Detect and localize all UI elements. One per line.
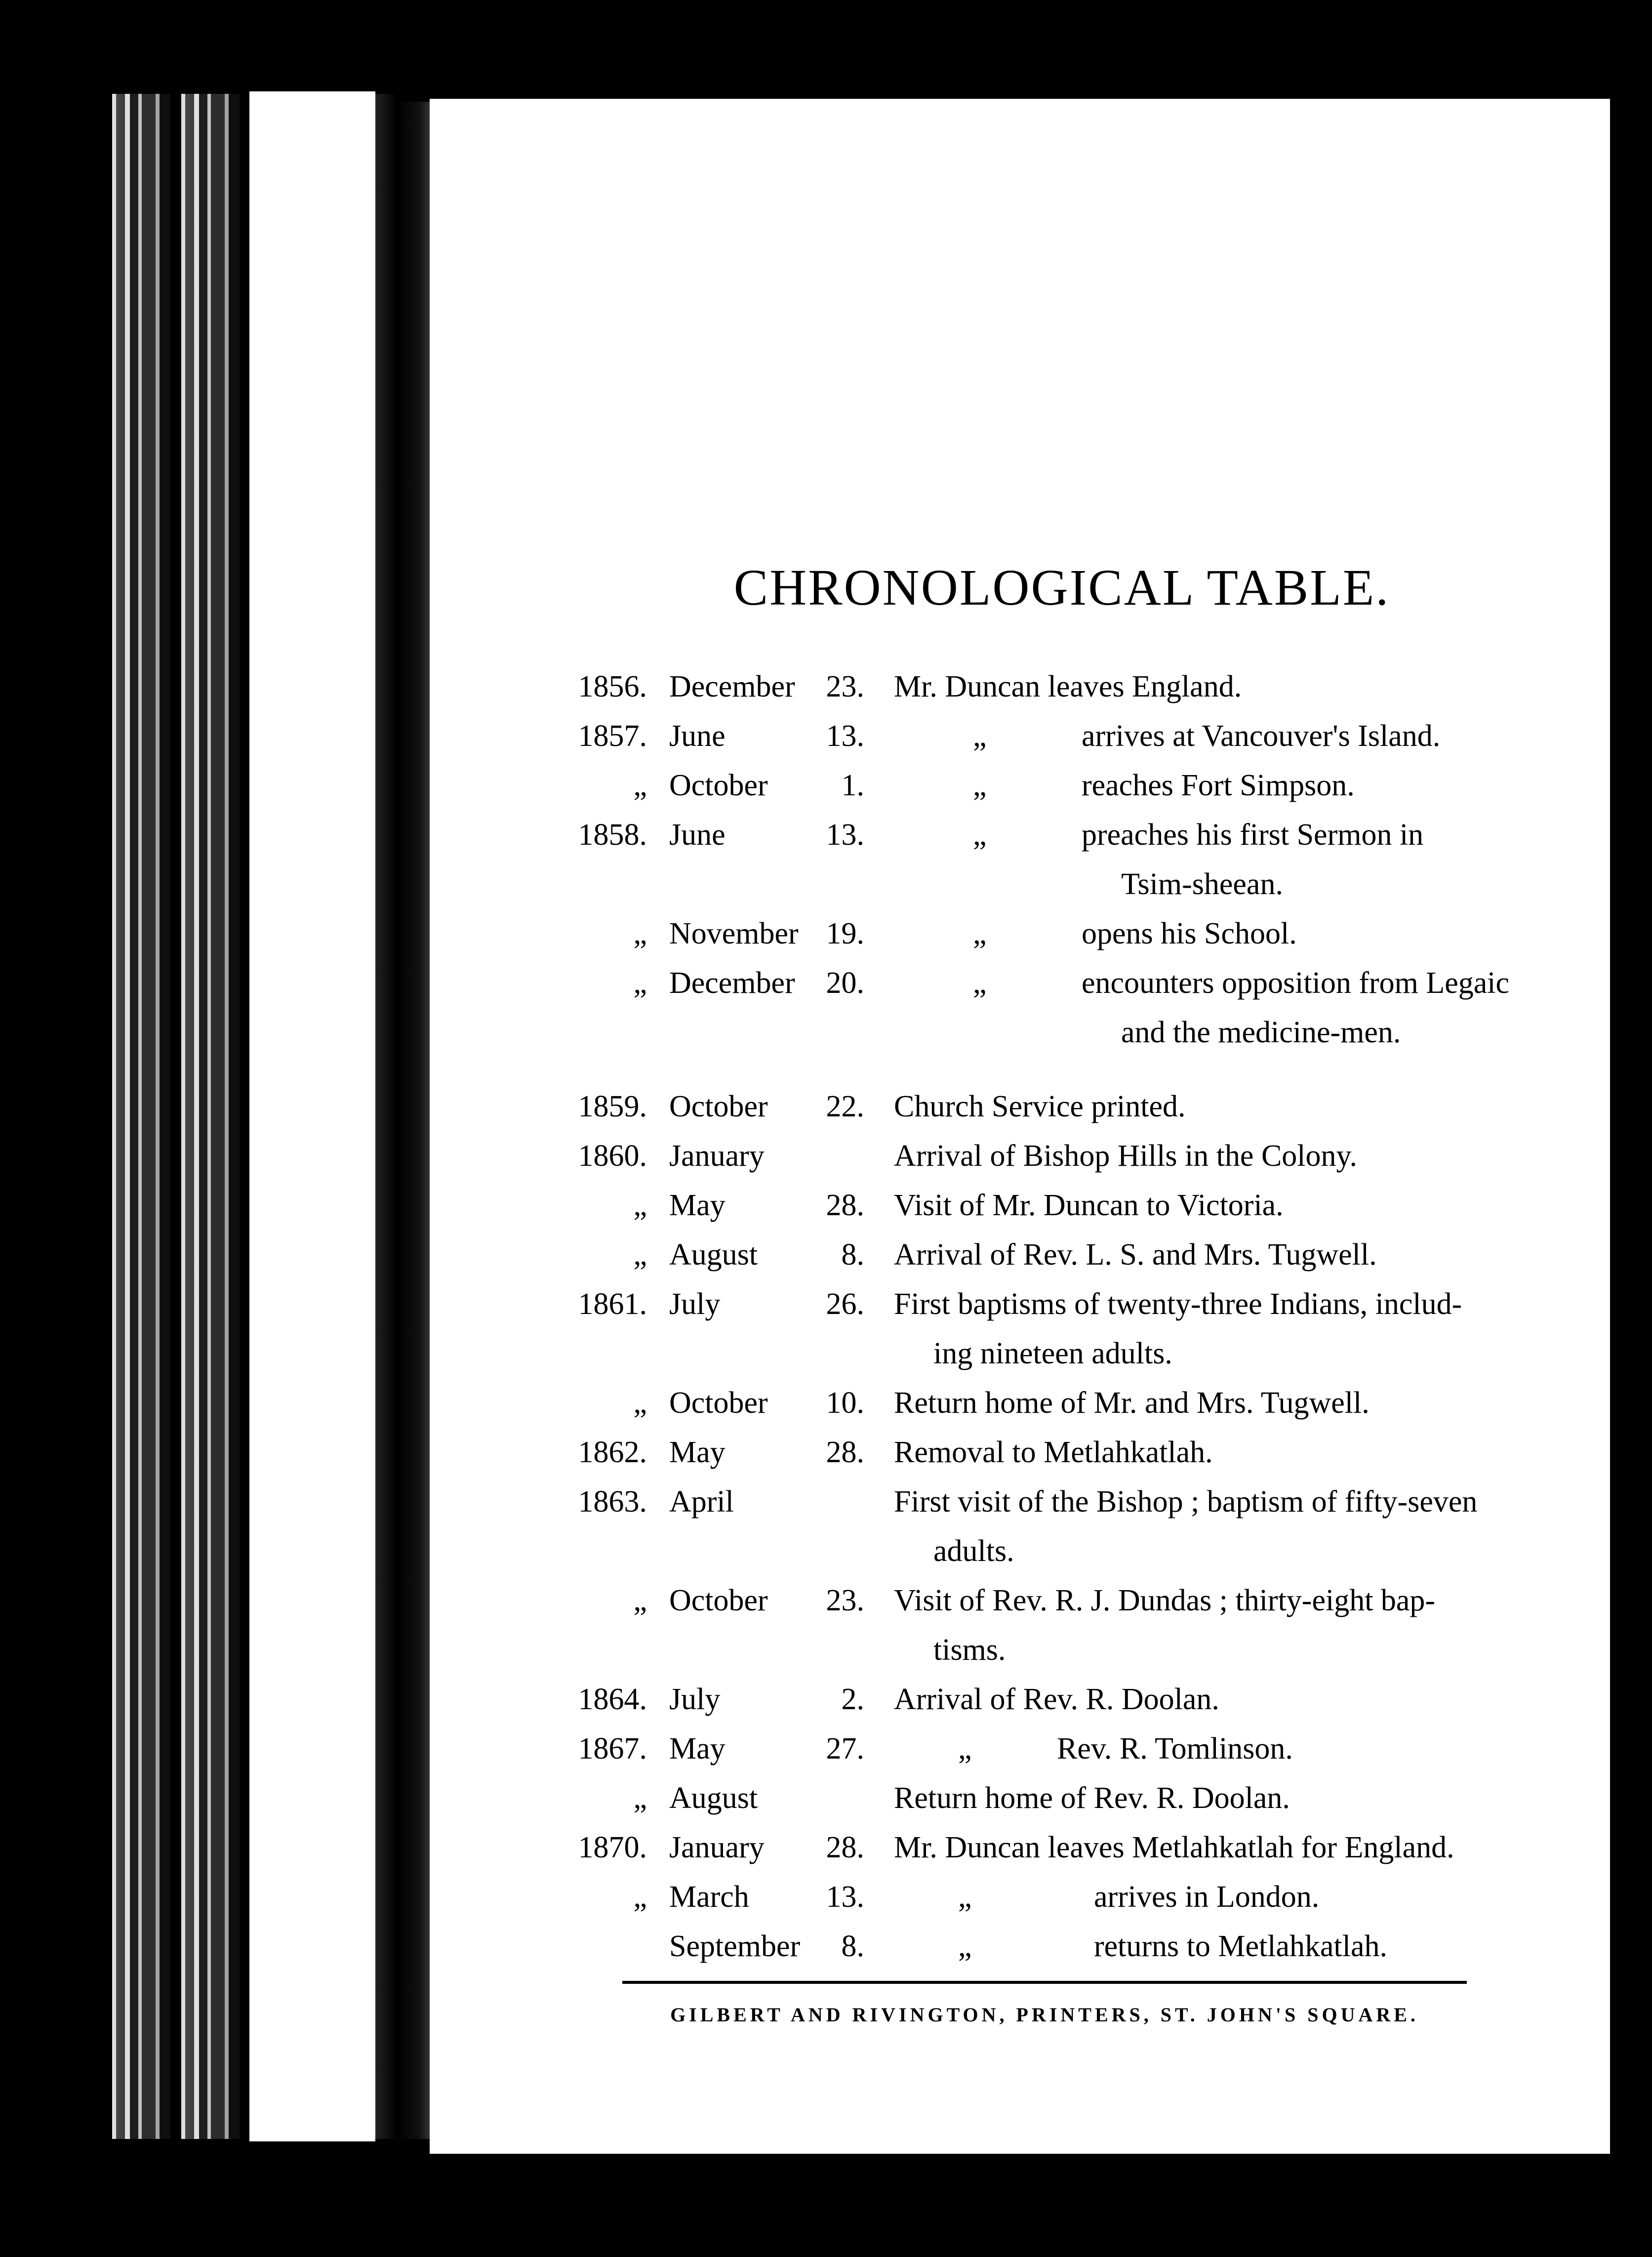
entry-month: May bbox=[669, 1189, 725, 1222]
entry-month: July bbox=[669, 1287, 721, 1321]
entry-month: August bbox=[669, 1238, 758, 1272]
entry-event-continued: Tsim-sheean. bbox=[1121, 867, 1283, 901]
entry-year: „ bbox=[633, 1584, 647, 1617]
entry-event: Arrival of Bishop Hills in the Colony. bbox=[894, 1139, 1357, 1173]
entry-day: 19. bbox=[826, 917, 864, 950]
entry-month: March bbox=[669, 1880, 749, 1914]
entry-event: arrives at Vancouver's Island. bbox=[1082, 719, 1441, 753]
ditto-mark: „ bbox=[958, 1880, 972, 1914]
entry-event: Visit of Mr. Duncan to Victoria. bbox=[894, 1189, 1284, 1222]
entry-year: 1870. bbox=[578, 1831, 647, 1864]
footer-rule bbox=[622, 1981, 1467, 1984]
ditto-mark: „ bbox=[958, 1929, 972, 1963]
entry-day: 13. bbox=[826, 1880, 864, 1914]
entry-month: June bbox=[669, 818, 725, 852]
entry-month: July bbox=[669, 1682, 721, 1716]
entry-event: Mr. Duncan leaves Metlahkatlah for England. bbox=[894, 1831, 1454, 1864]
entry-event: arrives in London. bbox=[1094, 1880, 1320, 1914]
entry-month: October bbox=[669, 1584, 768, 1617]
entry-event: encounters opposition from Legaic bbox=[1082, 966, 1510, 1000]
ditto-mark: „ bbox=[973, 966, 987, 1000]
entry-month: November bbox=[669, 917, 799, 950]
ditto-mark: „ bbox=[973, 719, 987, 753]
entry-year: „ bbox=[633, 1189, 647, 1222]
entry-year: 1862. bbox=[578, 1436, 647, 1469]
entry-month: October bbox=[669, 1090, 768, 1123]
entry-day: 8. bbox=[841, 1238, 864, 1272]
entry-month: August bbox=[669, 1781, 758, 1815]
entry-year: „ bbox=[633, 917, 647, 950]
entry-event-continued: and the medicine-men. bbox=[1121, 1016, 1401, 1049]
entry-month: December bbox=[669, 966, 795, 1000]
entry-day: 13. bbox=[826, 719, 864, 753]
entry-day: 23. bbox=[826, 1584, 864, 1617]
entry-month: January bbox=[669, 1139, 765, 1173]
entry-year: 1861. bbox=[578, 1287, 647, 1321]
entry-day: 23. bbox=[826, 670, 864, 703]
entry-day: 26. bbox=[826, 1287, 864, 1321]
entry-year: 1863. bbox=[578, 1485, 647, 1518]
entry-day: 10. bbox=[826, 1386, 864, 1420]
entry-event: Return home of Mr. and Mrs. Tugwell. bbox=[894, 1386, 1370, 1420]
entry-event: Visit of Rev. R. J. Dundas ; thirty-eight bap- bbox=[894, 1584, 1436, 1617]
entry-year: „ bbox=[633, 1781, 647, 1815]
entry-year: 1857. bbox=[578, 719, 647, 753]
entry-month: October bbox=[669, 1386, 768, 1420]
entry-month: April bbox=[669, 1485, 734, 1518]
entry-year: „ bbox=[633, 769, 647, 802]
entry-day: 8. bbox=[841, 1929, 864, 1963]
gutter-shadow bbox=[375, 94, 430, 2139]
entry-event: returns to Metlahkatlah. bbox=[1094, 1929, 1387, 1963]
printer-imprint: GILBERT AND RIVINGTON, PRINTERS, ST. JOHN'S SQUARE. bbox=[670, 2004, 1419, 2026]
entry-event: Mr. Duncan leaves England. bbox=[894, 670, 1242, 703]
ditto-mark: „ bbox=[973, 769, 987, 802]
entry-month: May bbox=[669, 1732, 725, 1765]
entry-event: First baptisms of twenty-three Indians, includ- bbox=[894, 1287, 1462, 1321]
ditto-mark: „ bbox=[958, 1732, 972, 1765]
entry-month: December bbox=[669, 670, 795, 703]
entry-event-continued: ing nineteen adults. bbox=[933, 1337, 1172, 1370]
entry-event: opens his School. bbox=[1082, 917, 1297, 950]
entry-month: June bbox=[669, 719, 725, 753]
entry-month: May bbox=[669, 1436, 725, 1469]
entry-day: 27. bbox=[826, 1732, 864, 1765]
ditto-mark: „ bbox=[973, 917, 987, 950]
page-edge-strip bbox=[249, 91, 375, 2141]
entry-year: „ bbox=[633, 1238, 647, 1272]
entry-day: 2. bbox=[841, 1682, 864, 1716]
entry-year: „ bbox=[633, 1386, 647, 1420]
entry-event-continued: adults. bbox=[933, 1534, 1014, 1568]
entry-event-continued: tisms. bbox=[933, 1633, 1006, 1667]
entry-event: reaches Fort Simpson. bbox=[1082, 769, 1355, 802]
entry-day: 28. bbox=[826, 1831, 864, 1864]
entry-event: Removal to Metlahkatlah. bbox=[894, 1436, 1213, 1469]
entry-year: 1867. bbox=[578, 1732, 647, 1765]
entry-year: „ bbox=[633, 1880, 647, 1914]
entry-year: 1859. bbox=[578, 1090, 647, 1123]
entry-event: Arrival of Rev. R. Doolan. bbox=[894, 1682, 1219, 1716]
entry-year: 1864. bbox=[578, 1682, 647, 1716]
entry-day: 13. bbox=[826, 818, 864, 852]
entry-year: „ bbox=[633, 966, 647, 1000]
entry-day: 20. bbox=[826, 966, 864, 1000]
entry-day: 22. bbox=[826, 1090, 864, 1123]
entry-event: Rev. R. Tomlinson. bbox=[1057, 1732, 1293, 1765]
entry-month: October bbox=[669, 769, 768, 802]
page-title: CHRONOLOGICAL TABLE. bbox=[733, 559, 1390, 616]
entry-event: First visit of the Bishop ; baptism of fifty-seven bbox=[894, 1485, 1478, 1518]
entry-year: 1858. bbox=[578, 818, 647, 852]
entry-month: September bbox=[669, 1929, 801, 1963]
entry-year: 1860. bbox=[578, 1139, 647, 1173]
entry-day: 28. bbox=[826, 1189, 864, 1222]
entry-event: Return home of Rev. R. Doolan. bbox=[894, 1781, 1290, 1815]
entry-month: January bbox=[669, 1831, 765, 1864]
entry-event: Arrival of Rev. L. S. and Mrs. Tugwell. bbox=[894, 1238, 1377, 1272]
entry-event: preaches his first Sermon in bbox=[1082, 818, 1424, 852]
entry-year: 1856. bbox=[578, 670, 647, 703]
ditto-mark: „ bbox=[973, 818, 987, 852]
entry-day: 1. bbox=[841, 769, 864, 802]
entry-day: 28. bbox=[826, 1436, 864, 1469]
entry-event: Church Service printed. bbox=[894, 1090, 1186, 1123]
book-page bbox=[430, 99, 1610, 2154]
